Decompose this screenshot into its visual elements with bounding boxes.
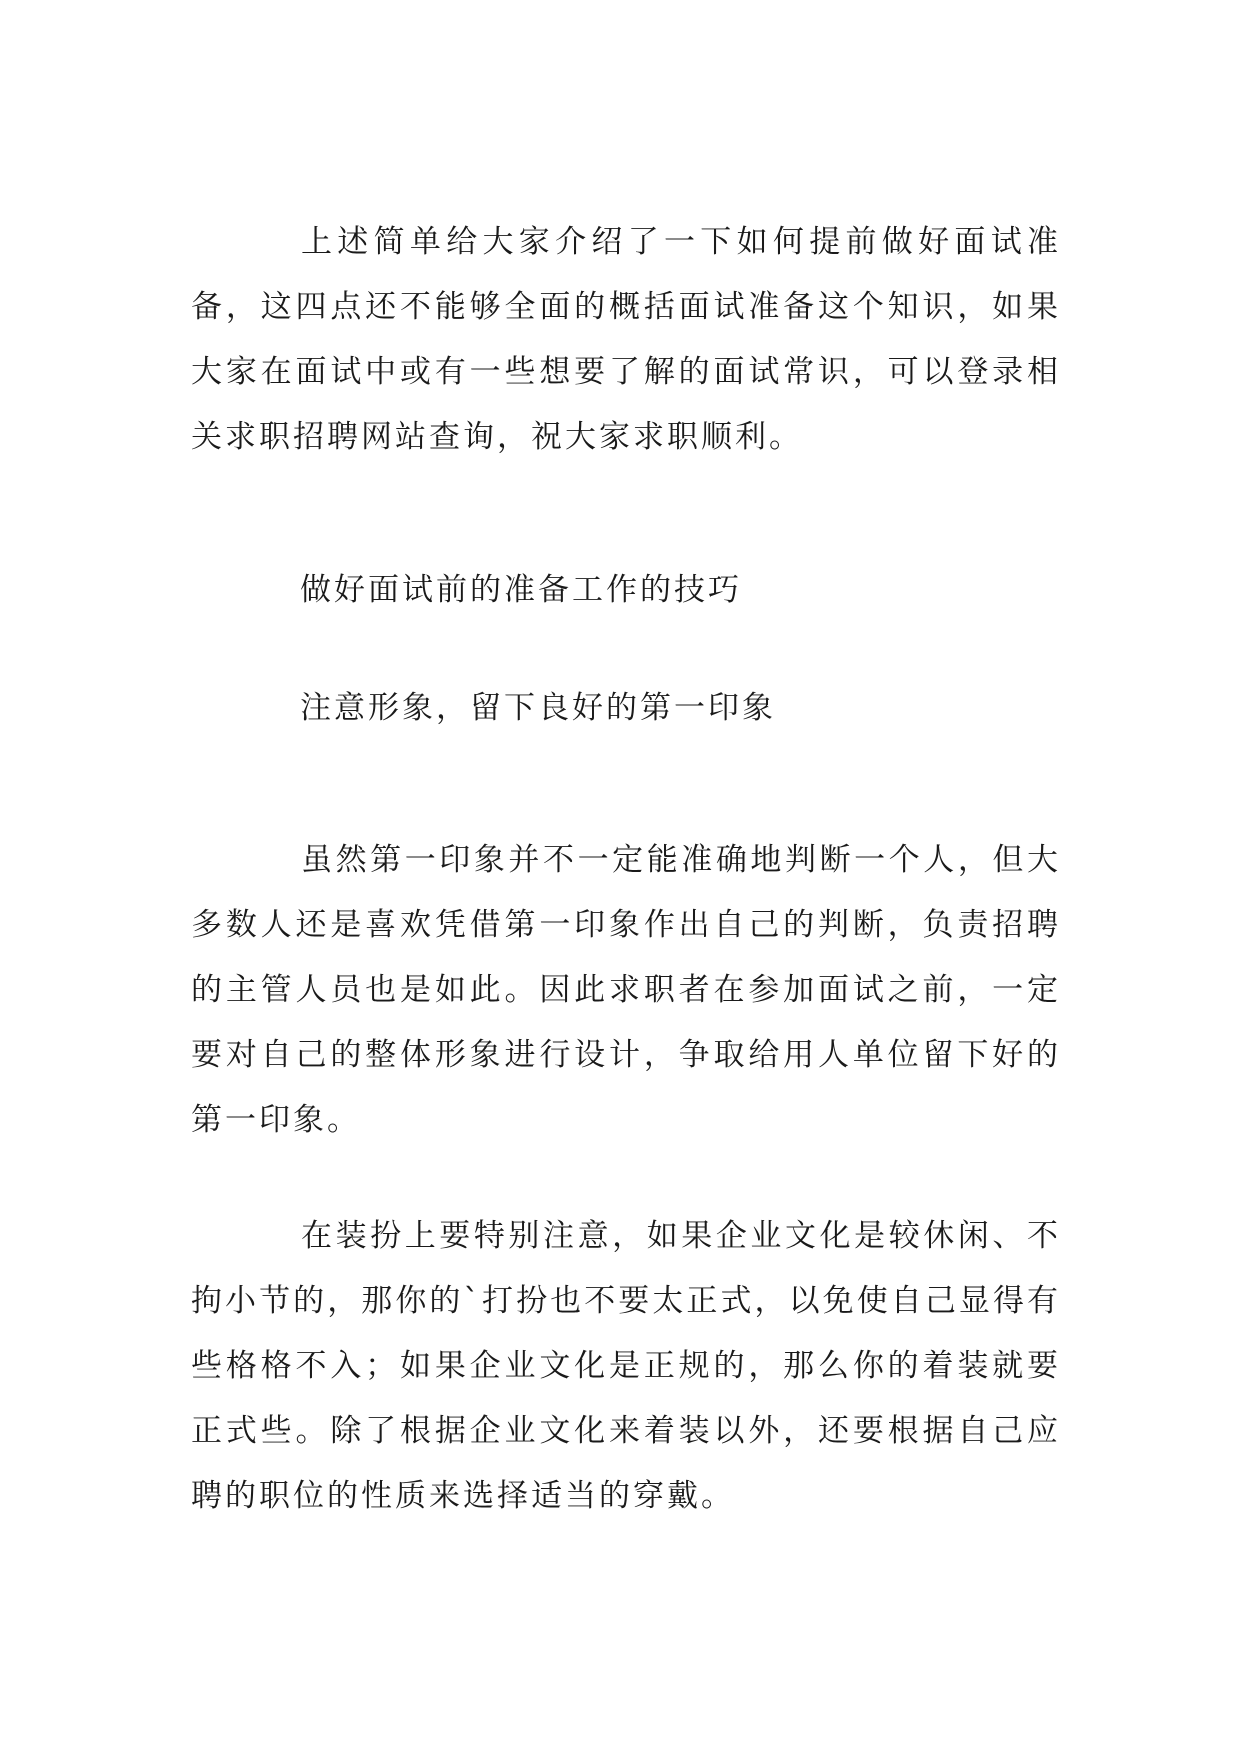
paragraph-dress-code: 在装扮上要特别注意，如果企业文化是较休闲、不拘小节的，那你的`打扮也不要太正式，以免使自己显得有些格格不入；如果企业文化是正规的，那么你的着装就要正式些。除了根据企业文化来着装以外，还要根据自己应聘的职位的性质来选择适当的穿戴。 — [191, 1218, 1061, 1514]
paragraph-intro-summary: 上述简单给大家介绍了一下如何提前做好面试准备，这四点还不能够全面的概括面试准备这个知识，如果大家在面试中或有一些想要了解的面试常识，可以登录相关求职招聘网站查询，祝大家求职顺利。 — [191, 224, 1061, 455]
paragraph-first-impression: 虽然第一印象并不一定能准确地判断一个人，但大多数人还是喜欢凭借第一印象作出自己的判断，负责招聘的主管人员也是如此。因此求职者在参加面试之前，一定要对自己的整体形象进行设计，争取给用人单位留下好的第一印象。 — [191, 842, 1061, 1138]
section-heading-preparation-tips: 做好面试前的准备工作的技巧 — [300, 572, 742, 608]
subheading-first-impression: 注意形象，留下良好的第一印象 — [300, 690, 776, 726]
